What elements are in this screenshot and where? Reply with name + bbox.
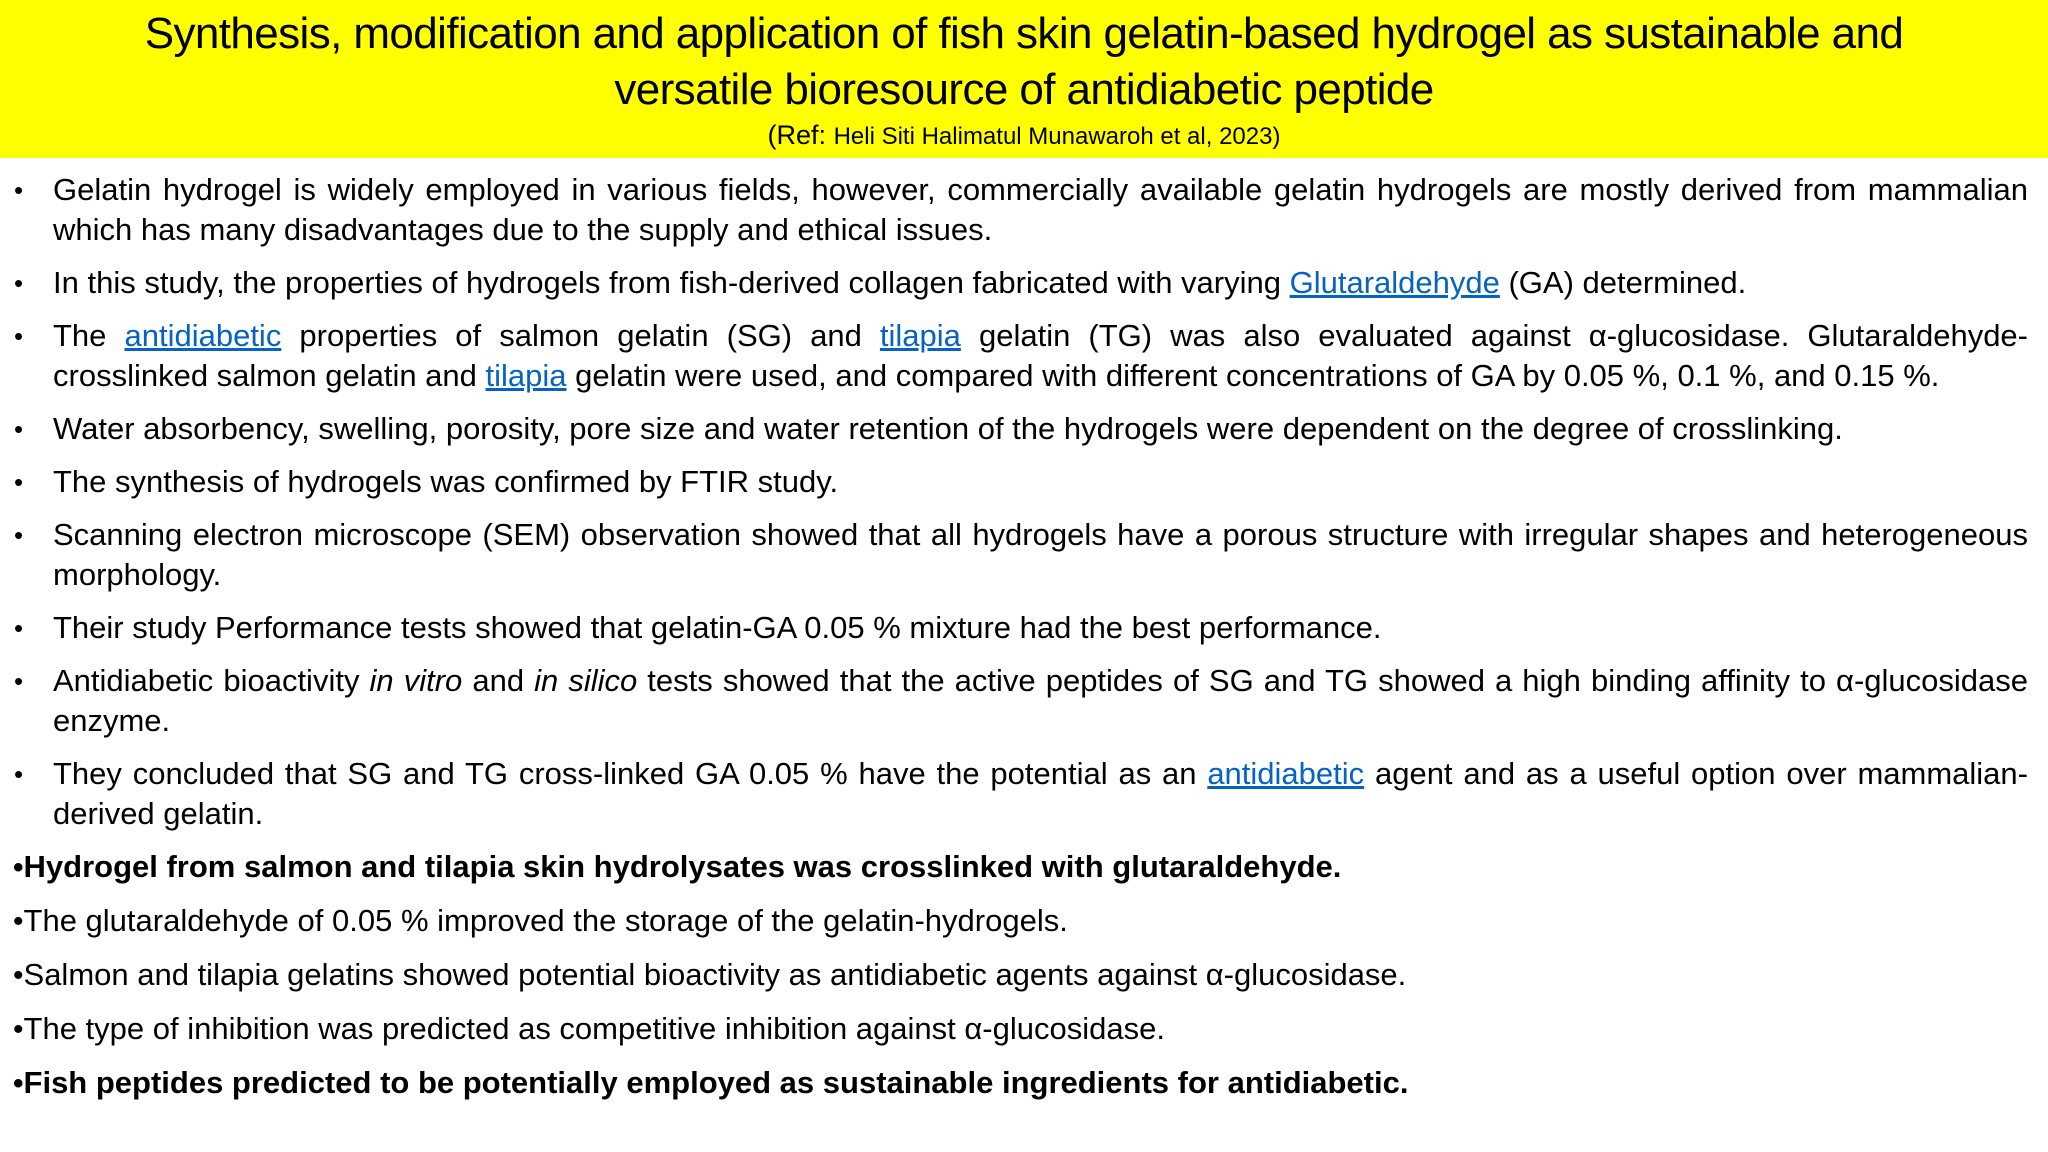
bullet-item	[0, 661, 2048, 741]
reference-text: Heli Siti Halimatul Munawaroh et al, 2023)	[833, 123, 1281, 150]
title-line-1: Synthesis, modification and application of fish skin gelatin-based hydrogel as sustainable and	[144, 9, 1904, 58]
summary-bullet-list	[0, 170, 2048, 834]
bullet-text: properties of salmon gelatin (SG) and	[281, 318, 880, 353]
key-point-text: Salmon and tilapia gelatins showed potential bioactivity as antidiabetic agents against α-glucosidase.	[23, 957, 1407, 992]
italic-term: in vitro	[369, 663, 463, 698]
bullet-text: In this study, the properties of hydrogels from fish-derived collagen fabricated with varying	[53, 265, 1290, 300]
key-point-marker: •	[13, 1013, 24, 1046]
tilapia-link[interactable]: tilapia	[879, 318, 961, 353]
bullet-text: gelatin were used, and compared with different concentrations of GA by 0.05 %, 0.1 %, and 0.15 %.	[566, 358, 1940, 393]
bullet-marker: •	[14, 268, 24, 298]
bullet-text: tests showed that the active peptides of SG and TG showed a high binding affinity to α-glucosidase enzyme.	[53, 663, 2028, 738]
key-point-item	[0, 1063, 2048, 1104]
bullet-marker: •	[14, 520, 24, 550]
key-points-list	[0, 847, 2048, 1104]
bullet-text: (GA) determined.	[1499, 265, 1747, 300]
bullet-text: They concluded that SG and TG cross-linked GA 0.05 % have the potential as an	[53, 756, 1208, 791]
bullet-marker: •	[14, 666, 24, 696]
key-point-marker: •	[13, 1067, 24, 1100]
bullet-marker: •	[14, 467, 24, 497]
glutaraldehyde-link[interactable]: Glutaraldehyde	[1289, 265, 1500, 300]
key-point-item	[0, 901, 2048, 942]
reference-open: (Ref:	[767, 120, 827, 150]
key-point-text: Hydrogel from salmon and tilapia skin hydrolysates was crosslinked with glutaraldehyde.	[23, 849, 1342, 884]
bullet-text: agent and as a useful option over mammalian-derived gelatin.	[53, 756, 2028, 831]
bullet-text: and	[462, 663, 535, 698]
title-line-2: versatile bioresource of antidiabetic peptide	[614, 65, 1434, 114]
bullet-marker: •	[14, 759, 24, 789]
italic-term: in silico	[534, 663, 638, 698]
bullet-marker: •	[14, 175, 24, 205]
bullet-text: The synthesis of hydrogels was confirmed by FTIR study.	[53, 464, 839, 499]
tilapia-link-2[interactable]: tilapia	[485, 358, 567, 393]
key-point-marker: •	[13, 905, 24, 938]
key-point-item	[0, 955, 2048, 996]
bullet-item	[0, 263, 2048, 303]
bullet-item	[0, 754, 2048, 834]
bullet-text: Their study Performance tests showed that gelatin-GA 0.05 % mixture had the best performance.	[53, 610, 1382, 645]
title-banner	[0, 0, 2048, 158]
bullet-text: The	[53, 318, 125, 353]
bullet-item	[0, 316, 2048, 396]
bullet-item	[0, 170, 2048, 250]
bullet-marker: •	[14, 414, 24, 444]
bullet-text: Scanning electron microscope (SEM) observation showed that all hydrogels have a porous structure with irregular shapes and heterogeneous morphology.	[53, 517, 2028, 592]
bullet-item	[0, 462, 2048, 502]
antidiabetic-link-2[interactable]: antidiabetic	[1207, 756, 1365, 791]
slide-title	[0, 6, 2048, 118]
bullet-item	[0, 608, 2048, 648]
antidiabetic-link[interactable]: antidiabetic	[124, 318, 282, 353]
bullet-item	[0, 515, 2048, 595]
key-point-item	[0, 847, 2048, 888]
reference	[0, 118, 2048, 154]
key-point-marker: •	[13, 959, 24, 992]
bullet-text: Water absorbency, swelling, porosity, pore size and water retention of the hydrogels were dependent on the degree of crosslinking.	[53, 411, 1843, 446]
bullet-text: Antidiabetic bioactivity	[53, 663, 370, 698]
bullet-text: Gelatin hydrogel is widely employed in various fields, however, commercially available gelatin hydrogels are mostly derived from mammalian which has many disadvantages due to the supply and ethical issues.	[53, 172, 2028, 247]
key-point-text: The glutaraldehyde of 0.05 % improved the storage of the gelatin-hydrogels.	[23, 903, 1068, 938]
bullet-item	[0, 409, 2048, 449]
bullet-marker: •	[14, 321, 24, 351]
key-point-text: The type of inhibition was predicted as competitive inhibition against α-glucosidase.	[23, 1011, 1165, 1046]
key-point-marker: •	[13, 851, 24, 884]
bullet-text: gelatin (TG) was also evaluated against α-glucosidase. Glutaraldehyde-crosslinked salmon gelatin and	[53, 318, 2028, 393]
key-point-item	[0, 1009, 2048, 1050]
key-point-text: Fish peptides predicted to be potentially employed as sustainable ingredients for antidiabetic.	[23, 1065, 1409, 1100]
bullet-marker: •	[14, 613, 24, 643]
